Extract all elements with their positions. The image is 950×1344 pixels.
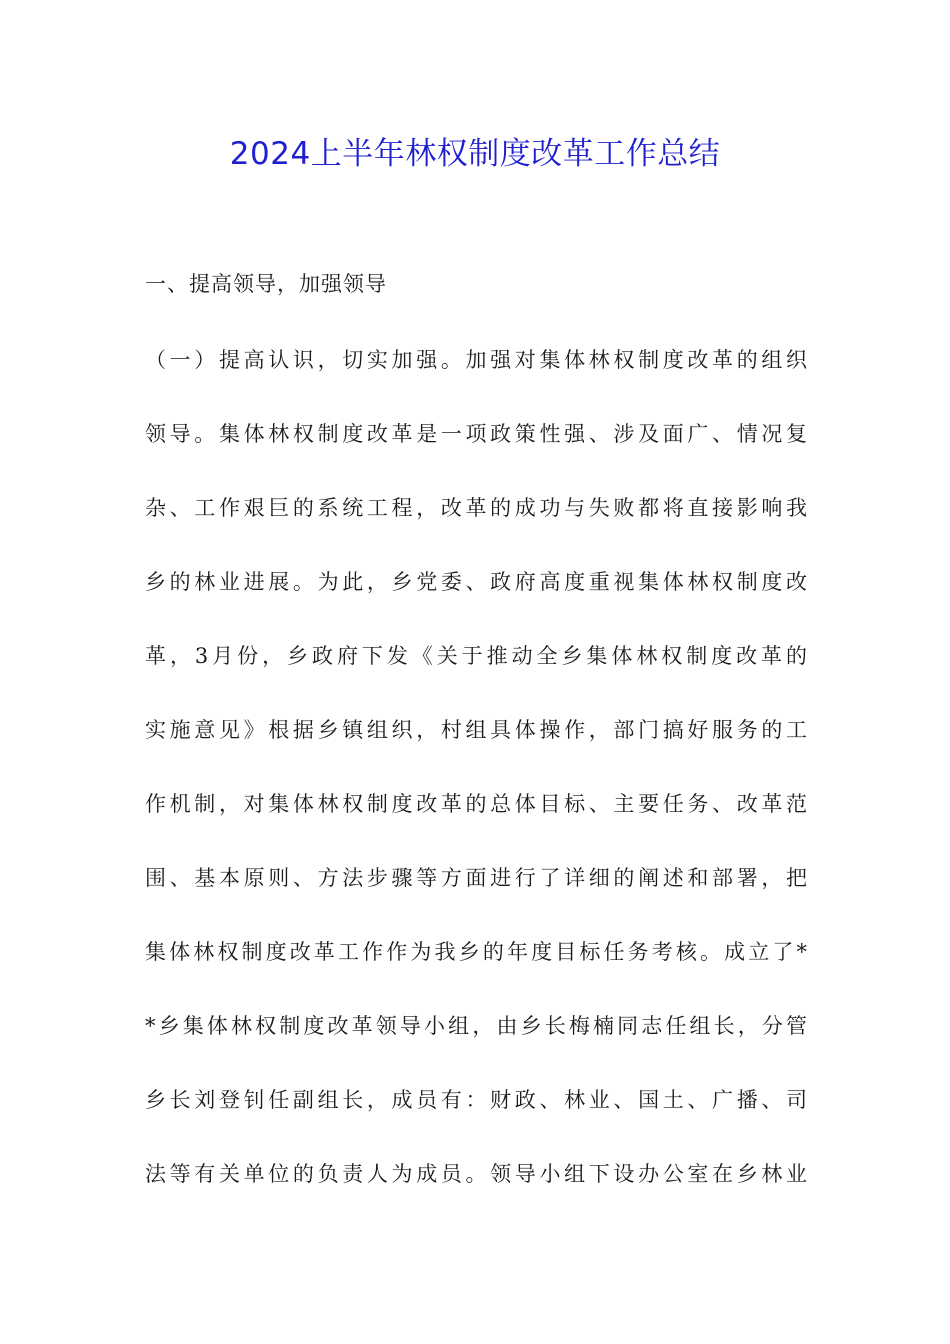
section-heading: 一、提高领导，加强领导 bbox=[145, 272, 387, 296]
body-line: 围、基本原则、方法步骤等方面进行了详细的阐述和部署，把 bbox=[145, 866, 807, 890]
body-line: 杂、工作艰巨的系统工程，改革的成功与失败都将直接影响我 bbox=[145, 496, 807, 520]
body-line: 乡的林业进展。为此，乡党委、政府高度重视集体林权制度改 bbox=[145, 570, 807, 594]
body-line: *乡集体林权制度改革领导小组，由乡长梅楠同志任组长，分管 bbox=[145, 1014, 807, 1038]
body-line: 法等有关单位的负责人为成员。领导小组下设办公室在乡林业 bbox=[145, 1162, 807, 1186]
document-title: 2024上半年林权制度改革工作总结 bbox=[229, 136, 721, 172]
body-line: 革，3月份，乡政府下发《关于推动全乡集体林权制度改革的 bbox=[145, 644, 807, 668]
body-paragraph bbox=[145, 340, 807, 1228]
body-line: 乡长刘登钊任副组长，成员有：财政、林业、国土、广播、司 bbox=[145, 1088, 807, 1112]
body-line: （一）提高认识，切实加强。加强对集体林权制度改革的组织 bbox=[145, 348, 807, 372]
body-line: 集体林权制度改革工作作为我乡的年度目标任务考核。成立了* bbox=[145, 940, 807, 964]
body-line: 实施意见》根据乡镇组织，村组具体操作，部门搞好服务的工 bbox=[145, 718, 807, 742]
body-line: 作机制，对集体林权制度改革的总体目标、主要任务、改革范 bbox=[145, 792, 807, 816]
body-line: 领导。集体林权制度改革是一项政策性强、涉及面广、情况复 bbox=[145, 422, 807, 446]
